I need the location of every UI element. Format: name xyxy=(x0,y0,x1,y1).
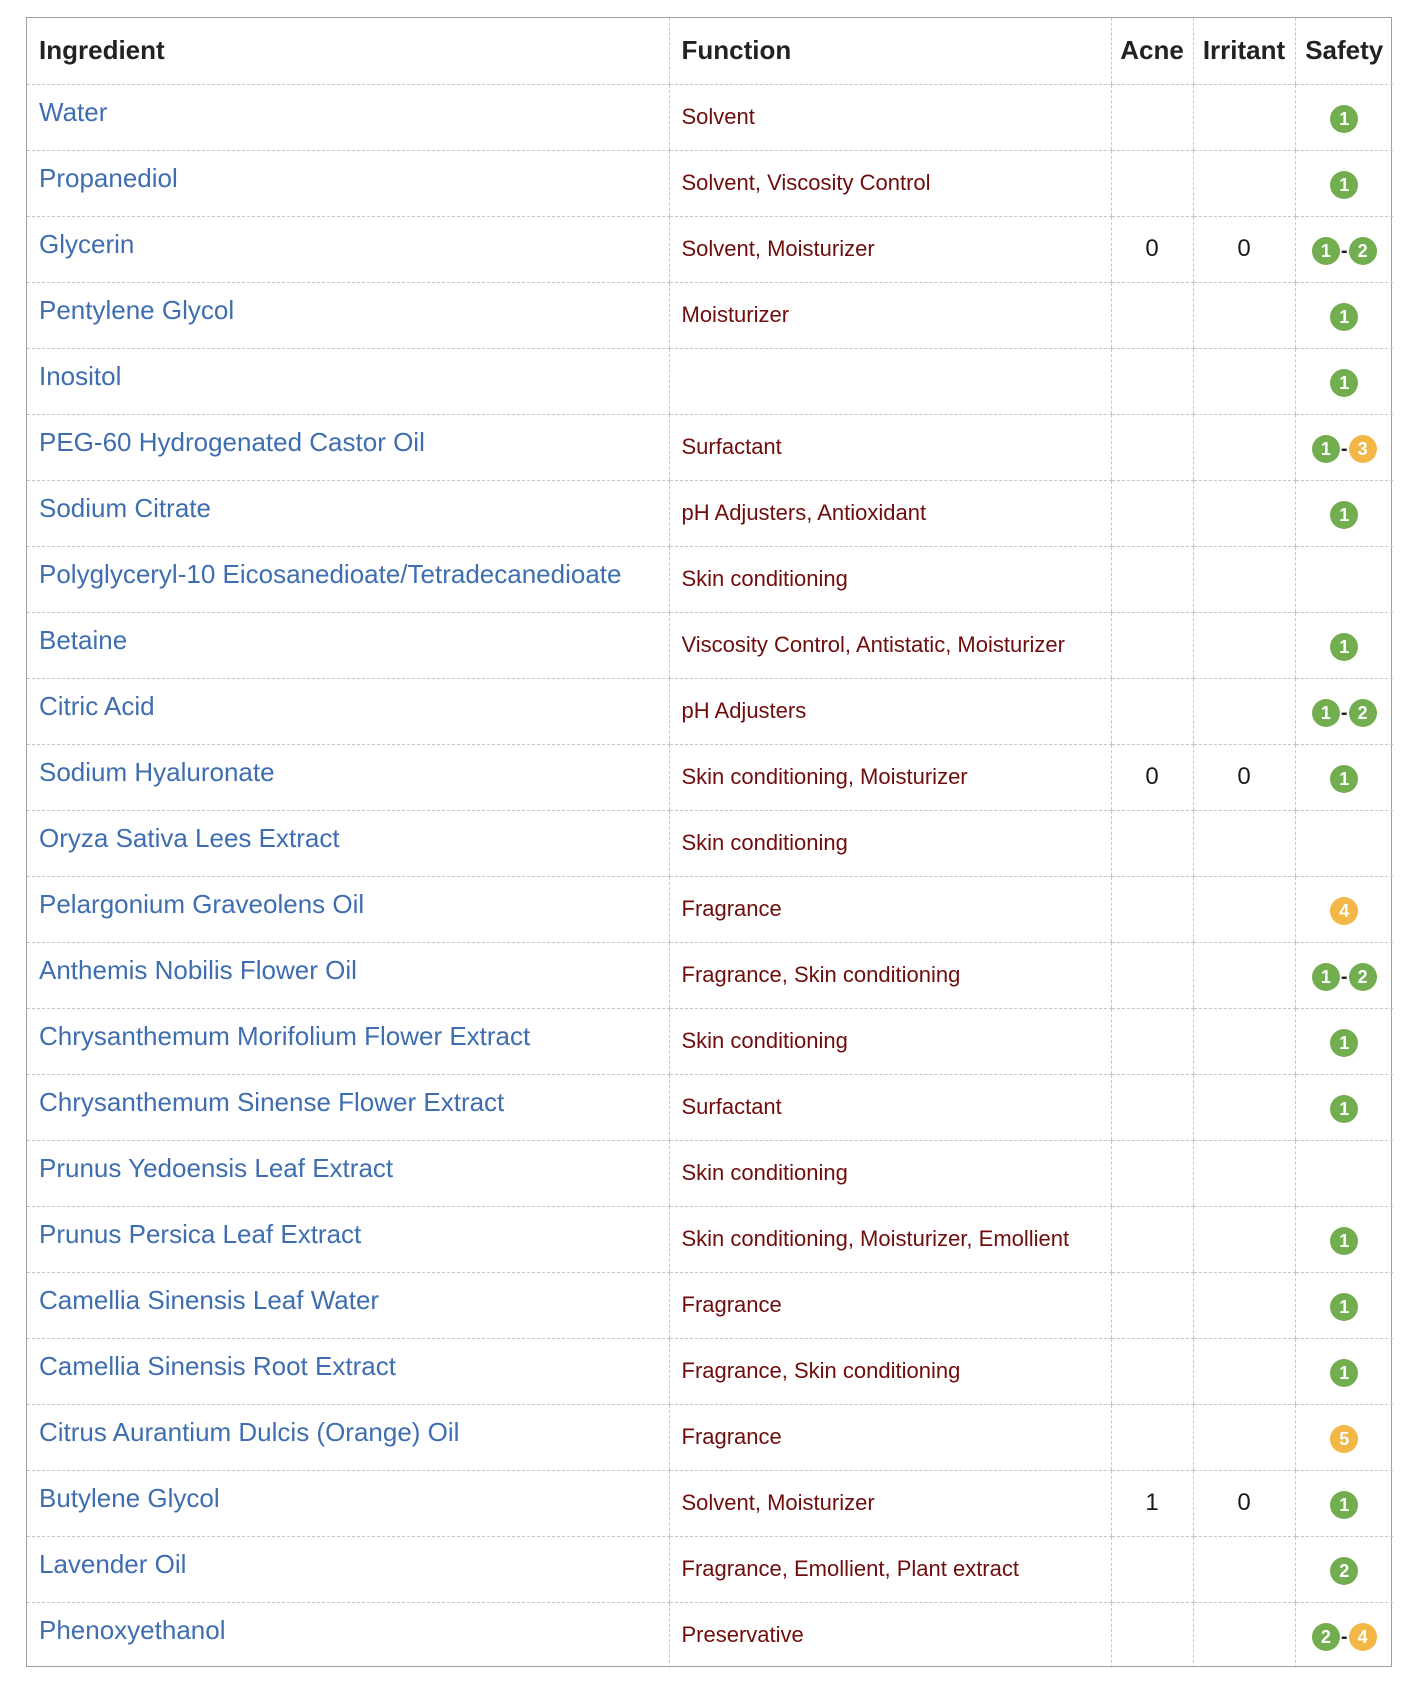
irritant-rating xyxy=(1193,1008,1295,1074)
table-body xyxy=(27,84,1393,1668)
acne-rating xyxy=(1111,84,1193,150)
table-row xyxy=(27,282,1393,348)
table-row xyxy=(27,810,1393,876)
ingredient-function: Solvent, Viscosity Control xyxy=(669,150,1111,216)
table-row xyxy=(27,1140,1393,1206)
ingredient-link[interactable]: Prunus Persica Leaf Extract xyxy=(27,1206,669,1272)
safety-score-badge: 2 xyxy=(1330,1557,1358,1585)
ingredient-link[interactable]: Sodium Hyaluronate xyxy=(27,744,669,810)
irritant-rating xyxy=(1193,150,1295,216)
acne-rating xyxy=(1111,1074,1193,1140)
table-row xyxy=(27,348,1393,414)
safety-score-badge: 1 xyxy=(1330,633,1358,661)
safety-rating xyxy=(1295,282,1393,348)
table-header xyxy=(27,18,1393,84)
safety-range-separator: - xyxy=(1340,1625,1348,1648)
ingredient-link[interactable]: Inositol xyxy=(27,348,669,414)
irritant-rating: 0 xyxy=(1193,744,1295,810)
ingredient-link[interactable]: Pentylene Glycol xyxy=(27,282,669,348)
safety-rating xyxy=(1295,348,1393,414)
acne-rating xyxy=(1111,678,1193,744)
safety-score-badge: 2 xyxy=(1349,237,1377,265)
irritant-rating xyxy=(1193,678,1295,744)
ingredient-function: Fragrance, Emollient, Plant extract xyxy=(669,1536,1111,1602)
safety-score-badge: 4 xyxy=(1330,897,1358,925)
ingredient-link[interactable]: Betaine xyxy=(27,612,669,678)
safety-rating xyxy=(1295,744,1393,810)
safety-score-badge: 1 xyxy=(1330,369,1358,397)
ingredient-function: pH Adjusters xyxy=(669,678,1111,744)
ingredient-link[interactable]: Water xyxy=(27,84,669,150)
safety-rating xyxy=(1295,150,1393,216)
table-row xyxy=(27,546,1393,612)
ingredients-table-container xyxy=(26,17,1392,1667)
header-ingredient: Ingredient xyxy=(27,18,669,84)
ingredient-function: Fragrance xyxy=(669,876,1111,942)
safety-score-badge: 3 xyxy=(1349,435,1377,463)
safety-score-badge: 4 xyxy=(1349,1623,1377,1651)
safety-range-separator: - xyxy=(1340,701,1348,724)
acne-rating xyxy=(1111,546,1193,612)
safety-rating xyxy=(1295,414,1393,480)
safety-score-badge: 2 xyxy=(1349,963,1377,991)
safety-score-badge: 1 xyxy=(1330,1029,1358,1057)
safety-rating xyxy=(1295,810,1393,876)
ingredient-link[interactable]: Glycerin xyxy=(27,216,669,282)
ingredient-link[interactable]: Anthemis Nobilis Flower Oil xyxy=(27,942,669,1008)
ingredient-function: pH Adjusters, Antioxidant xyxy=(669,480,1111,546)
acne-rating xyxy=(1111,1272,1193,1338)
ingredient-link[interactable]: Chrysanthemum Morifolium Flower Extract xyxy=(27,1008,669,1074)
safety-score-badge: 1 xyxy=(1312,699,1340,727)
safety-rating xyxy=(1295,1008,1393,1074)
safety-rating xyxy=(1295,480,1393,546)
ingredient-link[interactable]: Phenoxyethanol xyxy=(39,1614,226,1645)
irritant-rating xyxy=(1193,1272,1295,1338)
ingredient-function: Skin conditioning xyxy=(669,1140,1111,1206)
ingredient-function: Skin conditioning xyxy=(669,810,1111,876)
safety-range-separator: - xyxy=(1340,965,1348,988)
table-row xyxy=(27,1536,1393,1602)
safety-rating xyxy=(1295,612,1393,678)
safety-score-badge: 1 xyxy=(1330,1095,1358,1123)
ingredient-link[interactable]: Camellia Sinensis Leaf Water xyxy=(27,1272,669,1338)
irritant-rating xyxy=(1193,1602,1295,1668)
ingredient-function: Skin conditioning xyxy=(669,1008,1111,1074)
table-row xyxy=(27,1602,1393,1668)
safety-score-badge: 1 xyxy=(1330,105,1358,133)
ingredient-function: Solvent xyxy=(669,84,1111,150)
acne-rating: 0 xyxy=(1111,216,1193,282)
acne-rating: 0 xyxy=(1111,744,1193,810)
safety-score-badge: 1 xyxy=(1330,171,1358,199)
safety-rating xyxy=(1295,1536,1393,1602)
ingredient-function: Preservative xyxy=(669,1602,1111,1668)
ingredient-link[interactable]: Butylene Glycol xyxy=(27,1470,669,1536)
ingredient-link[interactable]: Oryza Sativa Lees Extract xyxy=(27,810,669,876)
safety-rating xyxy=(1295,1140,1393,1206)
safety-rating xyxy=(1295,84,1393,150)
table-row xyxy=(27,942,1393,1008)
ingredient-function: Fragrance, Skin conditioning xyxy=(669,942,1111,1008)
ingredient-function: Skin conditioning, Moisturizer, Emollient xyxy=(669,1206,1111,1272)
table-row xyxy=(27,1404,1393,1470)
irritant-rating xyxy=(1193,1140,1295,1206)
acne-rating xyxy=(1111,1008,1193,1074)
ingredient-link[interactable]: Prunus Yedoensis Leaf Extract xyxy=(27,1140,669,1206)
header-function: Function xyxy=(669,18,1111,84)
safety-rating xyxy=(1295,678,1393,744)
safety-rating xyxy=(1295,1470,1393,1536)
safety-score-badge: 2 xyxy=(1349,699,1377,727)
safety-rating xyxy=(1295,216,1393,282)
safety-score-badge: 1 xyxy=(1330,1359,1358,1387)
safety-score-badge: 1 xyxy=(1312,237,1340,265)
ingredient-link[interactable]: Citric Acid xyxy=(27,678,669,744)
safety-range-separator: - xyxy=(1340,239,1348,262)
acne-rating xyxy=(1111,876,1193,942)
safety-rating xyxy=(1295,1272,1393,1338)
safety-rating xyxy=(1295,546,1393,612)
safety-rating xyxy=(1295,1602,1393,1668)
safety-score-badge: 1 xyxy=(1330,303,1358,331)
safety-rating xyxy=(1295,942,1393,1008)
safety-rating xyxy=(1295,1074,1393,1140)
irritant-rating xyxy=(1193,480,1295,546)
ingredient-link[interactable]: Pelargonium Graveolens Oil xyxy=(27,876,669,942)
ingredient-function: Fragrance xyxy=(669,1404,1111,1470)
header-safety: Safety xyxy=(1295,18,1393,84)
acne-rating xyxy=(1111,1602,1193,1668)
table-row xyxy=(27,1470,1393,1536)
acne-rating xyxy=(1111,1536,1193,1602)
acne-rating xyxy=(1111,480,1193,546)
ingredient-link[interactable]: Camellia Sinensis Root Extract xyxy=(27,1338,669,1404)
irritant-rating xyxy=(1193,612,1295,678)
safety-rating xyxy=(1295,1404,1393,1470)
header-acne: Acne xyxy=(1111,18,1193,84)
table-row xyxy=(27,216,1393,282)
header-row xyxy=(27,18,1393,84)
ingredient-link[interactable]: Citrus Aurantium Dulcis (Orange) Oil xyxy=(27,1404,669,1470)
ingredient-function: Solvent, Moisturizer xyxy=(669,1470,1111,1536)
acne-rating xyxy=(1111,942,1193,1008)
acne-rating xyxy=(1111,1206,1193,1272)
acne-rating xyxy=(1111,348,1193,414)
irritant-rating: 0 xyxy=(1193,216,1295,282)
safety-rating xyxy=(1295,876,1393,942)
irritant-rating xyxy=(1193,810,1295,876)
irritant-rating xyxy=(1193,546,1295,612)
ingredient-function: Skin conditioning, Moisturizer xyxy=(669,744,1111,810)
ingredient-function: Skin conditioning xyxy=(669,546,1111,612)
safety-score-badge: 1 xyxy=(1330,1491,1358,1519)
irritant-rating xyxy=(1193,1536,1295,1602)
safety-score-badge: 2 xyxy=(1312,1623,1340,1651)
safety-score-badge: 1 xyxy=(1330,765,1358,793)
ingredient-function: Solvent, Moisturizer xyxy=(669,216,1111,282)
table-row xyxy=(27,1008,1393,1074)
table-row xyxy=(27,150,1393,216)
safety-score-badge: 1 xyxy=(1330,501,1358,529)
table-row xyxy=(27,876,1393,942)
table-row xyxy=(27,1272,1393,1338)
ingredient-link[interactable]: Sodium Citrate xyxy=(27,480,669,546)
irritant-rating xyxy=(1193,1338,1295,1404)
irritant-rating xyxy=(1193,414,1295,480)
acne-rating: 1 xyxy=(1111,1470,1193,1536)
acne-rating xyxy=(1111,1404,1193,1470)
irritant-rating xyxy=(1193,84,1295,150)
ingredient-function: Surfactant xyxy=(669,1074,1111,1140)
ingredient-function: Surfactant xyxy=(669,414,1111,480)
safety-score-badge: 5 xyxy=(1330,1425,1358,1453)
table-row xyxy=(27,612,1393,678)
table-row xyxy=(27,744,1393,810)
ingredient-function: Fragrance xyxy=(669,1272,1111,1338)
acne-rating xyxy=(1111,282,1193,348)
irritant-rating xyxy=(1193,1074,1295,1140)
table-row xyxy=(27,84,1393,150)
acne-rating xyxy=(1111,810,1193,876)
ingredients-table xyxy=(27,18,1393,1668)
header-irritant: Irritant xyxy=(1193,18,1295,84)
ingredient-link[interactable]: Lavender Oil xyxy=(27,1536,669,1602)
safety-rating xyxy=(1295,1206,1393,1272)
safety-score-badge: 1 xyxy=(1330,1227,1358,1255)
safety-rating xyxy=(1295,1338,1393,1404)
irritant-rating: 0 xyxy=(1193,1470,1295,1536)
safety-score-badge: 1 xyxy=(1312,435,1340,463)
table-row xyxy=(27,1338,1393,1404)
safety-range-separator: - xyxy=(1340,437,1348,460)
safety-score-badge: 1 xyxy=(1312,963,1340,991)
ingredient-function: Viscosity Control, Antistatic, Moisturizer xyxy=(669,612,1111,678)
acne-rating xyxy=(1111,414,1193,480)
irritant-rating xyxy=(1193,876,1295,942)
ingredient-function xyxy=(669,348,1111,414)
ingredient-function: Moisturizer xyxy=(669,282,1111,348)
acne-rating xyxy=(1111,1140,1193,1206)
table-row xyxy=(27,1206,1393,1272)
table-row xyxy=(27,678,1393,744)
table-row xyxy=(27,414,1393,480)
irritant-rating xyxy=(1193,942,1295,1008)
table-row xyxy=(27,480,1393,546)
irritant-rating xyxy=(1193,1404,1295,1470)
acne-rating xyxy=(1111,612,1193,678)
ingredient-function: Fragrance, Skin conditioning xyxy=(669,1338,1111,1404)
ingredient-link[interactable]: Propanediol xyxy=(27,150,669,216)
ingredient-link[interactable]: Chrysanthemum Sinense Flower Extract xyxy=(27,1074,669,1140)
ingredient-link[interactable]: Polyglyceryl-10 Eicosanedioate/Tetradecanedioate xyxy=(27,546,669,612)
irritant-rating xyxy=(1193,348,1295,414)
irritant-rating xyxy=(1193,1206,1295,1272)
ingredient-link[interactable]: PEG-60 Hydrogenated Castor Oil xyxy=(27,414,669,480)
acne-rating xyxy=(1111,150,1193,216)
irritant-rating xyxy=(1193,282,1295,348)
safety-score-badge: 1 xyxy=(1330,1293,1358,1321)
table-row xyxy=(27,1074,1393,1140)
acne-rating xyxy=(1111,1338,1193,1404)
